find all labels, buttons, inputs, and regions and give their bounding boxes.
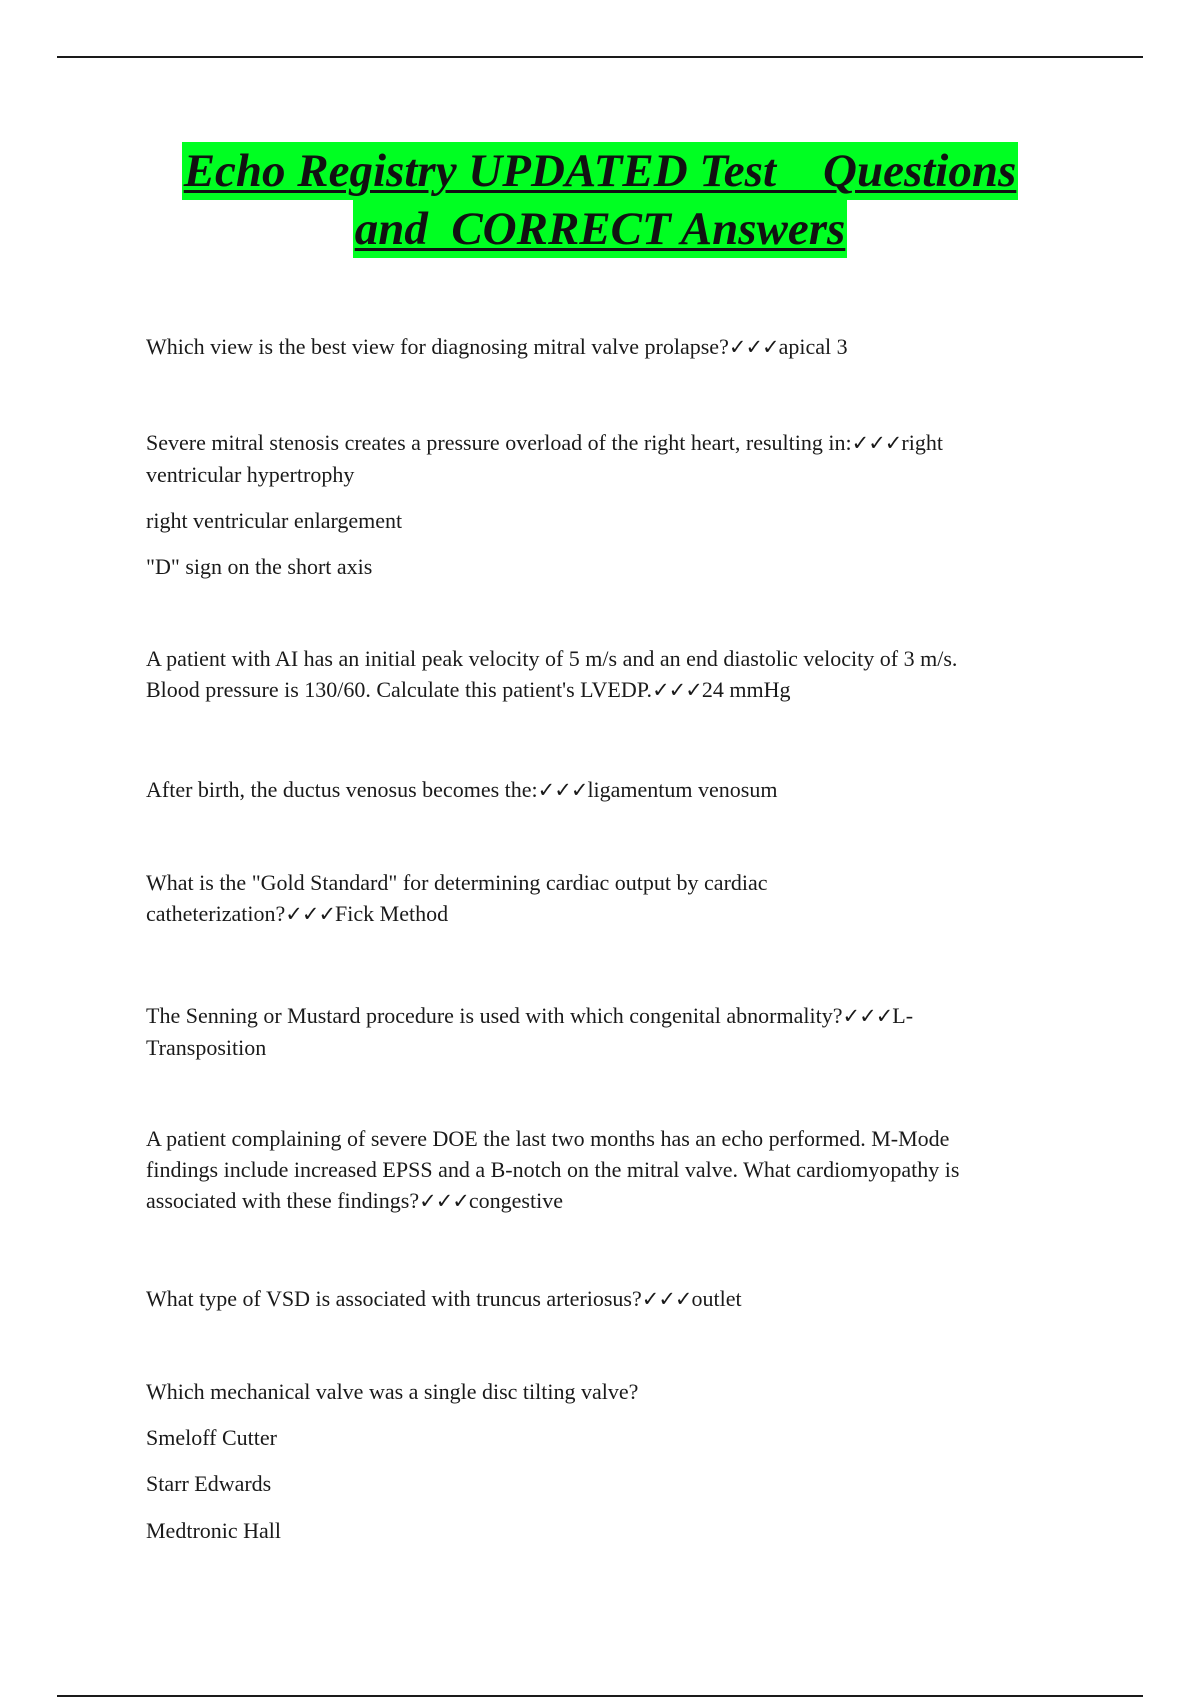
answer-text-continued: ventricular hypertrophy: [146, 462, 355, 487]
answer-text: congestive: [468, 1188, 563, 1213]
option-2: Starr Edwards: [146, 1471, 272, 1496]
question-text: Severe mitral stenosis creates a pressure overload of the right heart, resulting in:: [146, 430, 852, 455]
question-text: A patient with AI has an initial peak velocity of 5 m/s and an end diastolic velocity of 3 m/s.: [146, 646, 958, 671]
option-3: Medtronic Hall: [146, 1518, 282, 1543]
question-text-continued: catheterization?: [146, 901, 286, 926]
check-marks-icon: ✓✓✓: [537, 778, 588, 802]
answer-text: Fick Method: [335, 901, 449, 926]
answer-text: outlet: [691, 1286, 742, 1311]
answer-text-continued: Transposition: [146, 1035, 267, 1060]
bottom-rule: [57, 1695, 1143, 1697]
question-text: A patient complaining of severe DOE the last two months has an echo performed. M-Mode: [146, 1126, 950, 1151]
qa-item-4: [146, 774, 1056, 806]
answer-extra-2: "D" sign on the short axis: [146, 554, 373, 579]
question-text: After birth, the ductus venosus becomes the:: [146, 777, 538, 802]
check-marks-icon: ✓✓✓: [728, 335, 779, 359]
answer-text: right: [901, 430, 943, 455]
qa-item-7: [146, 1123, 1056, 1217]
title-line-2: and CORRECT Answers: [353, 200, 848, 258]
answer-text: apical 3: [778, 334, 848, 359]
question-text: Which view is the best view for diagnosing mitral valve prolapse?: [146, 334, 729, 359]
answer-text: ligamentum venosum: [587, 777, 778, 802]
check-marks-icon: ✓✓✓: [641, 1287, 692, 1311]
qa-item-5: [146, 867, 1056, 930]
option-1: Smeloff Cutter: [146, 1425, 277, 1450]
qa-item-1: [146, 331, 1056, 363]
question-text-continued: Blood pressure is 130/60. Calculate this patient's LVEDP.: [146, 677, 653, 702]
check-marks-icon: ✓✓✓: [842, 1004, 893, 1028]
question-text: The Senning or Mustard procedure is used with which congenital abnormality?: [146, 1003, 843, 1028]
check-marks-icon: ✓✓✓: [419, 1189, 469, 1213]
answer-text: 24 mmHg: [701, 677, 791, 702]
qa-item-2: [146, 427, 1056, 490]
top-rule: [57, 56, 1143, 58]
check-marks-icon: ✓✓✓: [851, 431, 902, 455]
check-marks-icon: ✓✓✓: [652, 678, 702, 702]
question-text: Which mechanical valve was a single disc tilting valve?: [146, 1379, 639, 1404]
question-text: What is the "Gold Standard" for determining cardiac output by cardiac: [146, 870, 768, 895]
question-text: What type of VSD is associated with truncus arteriosus?: [146, 1286, 642, 1311]
qa-item-3: [146, 643, 1056, 706]
check-marks-icon: ✓✓✓: [285, 902, 336, 926]
answer-extra-1: right ventricular enlargement: [146, 508, 403, 533]
qa-item-8: [146, 1283, 1056, 1315]
qa-item-9: [146, 1376, 1056, 1407]
answer-text: L-: [892, 1003, 914, 1028]
question-text-continued: associated with these findings?: [146, 1188, 420, 1213]
title-line-1: Echo Registry UPDATED Test Questions: [182, 142, 1019, 200]
qa-item-6: [146, 1000, 1056, 1063]
question-text-continued: findings include increased EPSS and a B-notch on the mitral valve. What cardiomyopathy is: [146, 1157, 960, 1182]
page-title: [0, 142, 1200, 258]
